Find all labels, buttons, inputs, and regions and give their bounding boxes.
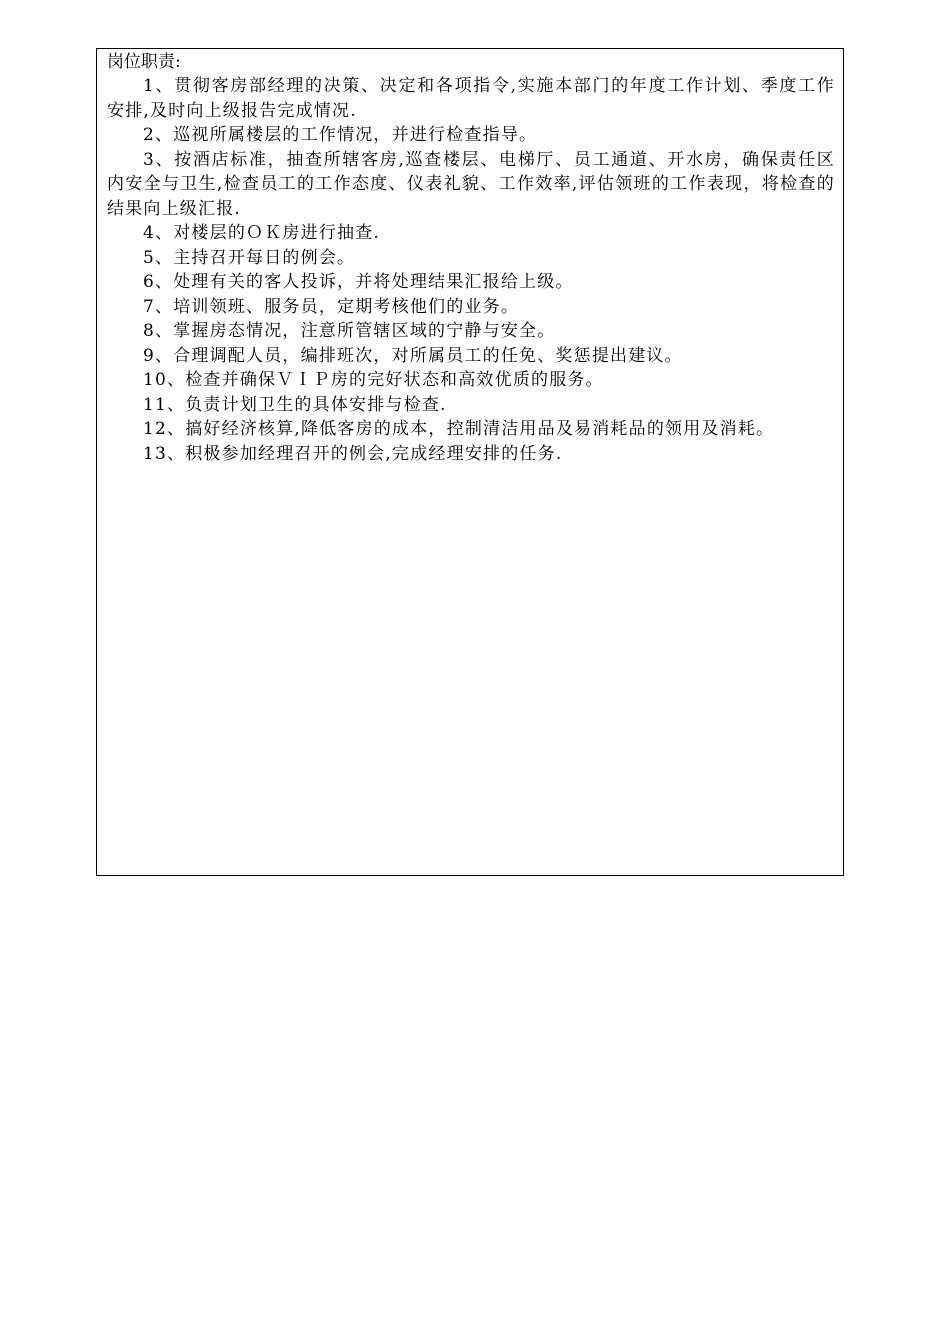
duty-item: 1、贯彻客房部经理的决策、决定和各项指令,实施本部门的年度工作计划、季度工作安排,及时向上级报告完成情况.: [107, 76, 835, 121]
duty-item: 6、处理有关的客人投诉，并将处理结果汇报给上级。: [143, 272, 574, 292]
duty-item: 10、检查并确保ＶＩＰ房的完好状态和高效优质的服务。: [143, 370, 604, 390]
duty-item: 13、积极参加经理召开的例会,完成经理安排的任务.: [143, 443, 563, 464]
duty-item: 9、合理调配人员，编排班次，对所属员工的任免、奖惩提出建议。: [143, 345, 683, 366]
duty-item: 2、巡视所属楼层的工作情况，并进行检查指导。: [143, 125, 538, 145]
job-duties-box: [96, 48, 844, 876]
duty-item: 5、主持召开每日的例会。: [143, 247, 356, 268]
duty-item: 7、培训领班、服务员，定期考核他们的业务。: [143, 296, 520, 317]
duties-heading: 岗位职责:: [107, 52, 181, 72]
duty-item: 12、搞好经济核算,降低客房的成本，控制清洁用品及易消耗品的领用及消耗。: [143, 419, 775, 439]
duty-item: 11、负责计划卫生的具体安排与检查.: [143, 394, 447, 415]
duty-item: 4、对楼层的ＯＫ房进行抽查.: [143, 223, 381, 243]
duty-item: 3、按酒店标准，抽查所辖客房,巡查楼层、电梯厅、员工通道、开水房，确保责任区内安全与卫生,检查员工的工作态度、仪表礼貌、工作效率,评估领班的工作表现，将检查的结果向上级汇报.: [107, 149, 835, 219]
duties-list: [107, 74, 835, 466]
duty-item: 8、掌握房态情况，注意所管辖区域的宁静与安全。: [143, 321, 556, 341]
